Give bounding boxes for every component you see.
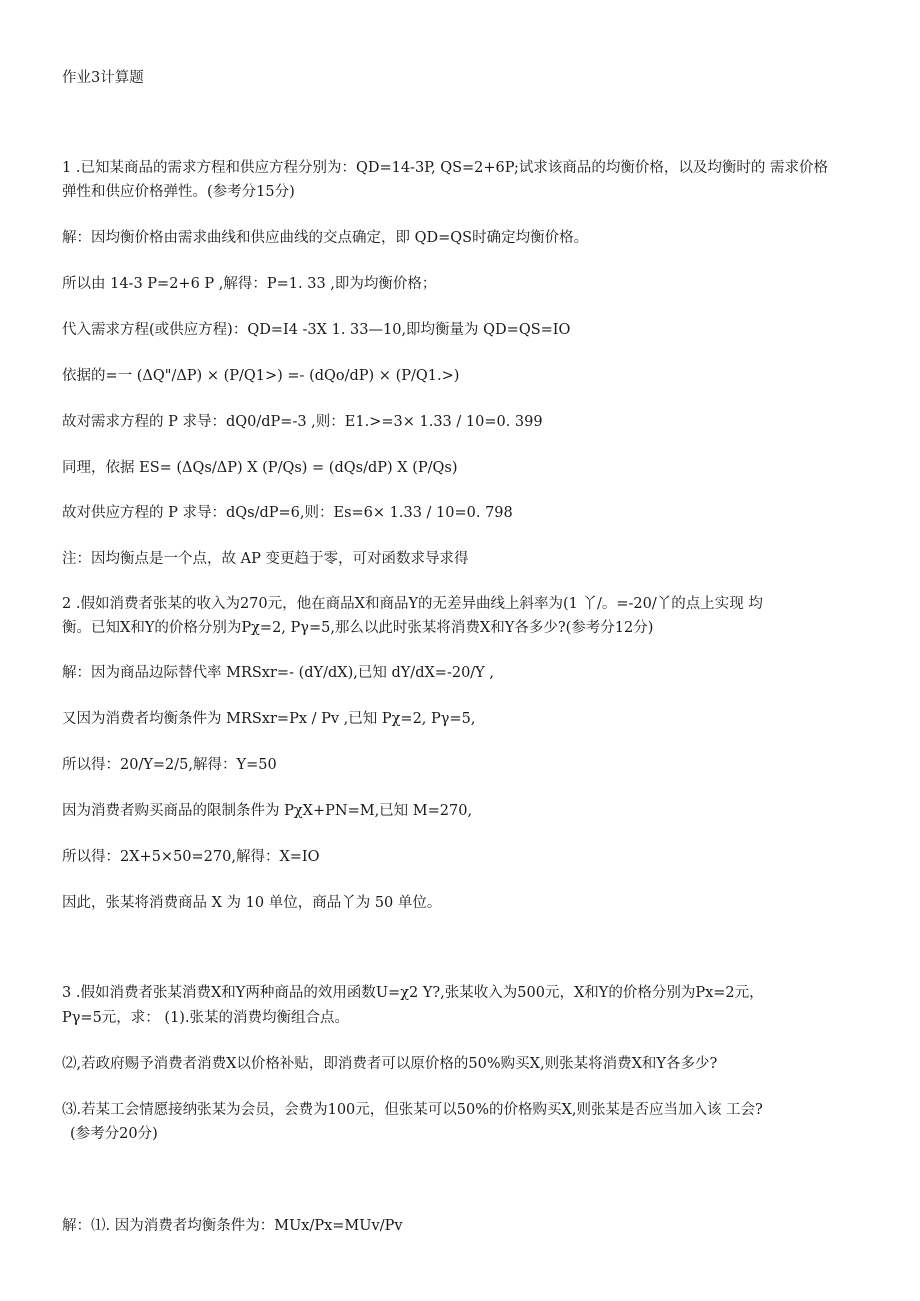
q1-solution-2: 所以由 14-3 P=2+6 P ,解得：P=1. 33 ,即为均衡价格；	[62, 276, 437, 292]
q2-conclusion: 因此，张某将消费商品 X 为 10 单位，商品丫为 50 单位。	[62, 895, 442, 911]
q1-solution-5: 故对需求方程的 P 求导：dQ0/dP=-3 ,则：E1.>=3× 1.33 / 10=0. 399	[62, 414, 543, 430]
q3-part-3-line-2: (参考分20分)	[70, 1126, 158, 1142]
q2-solution-5: 所以得：2X+5×50=270,解得：X=IO	[62, 849, 320, 865]
q3-part-2: ⑵,若政府赐予消费者消费X以价格补贴，即消费者可以原价格的50%购买X,则张某将消费X和Y各多少?	[62, 1056, 718, 1072]
q2-line-2: 衡。已知X和Y的价格分别为Pχ=2, Pγ=5,那么以此时张某将消费X和Y各多少?(参考分12分)	[62, 620, 654, 636]
q1-line-1: 1 .已知某商品的需求方程和供应方程分别为：QD=14-3P, QS=2+6P;试求该商品的均衡价格，以及均衡时的 需求价格	[62, 160, 829, 176]
q2-solution-4: 因为消费者购买商品的限制条件为 PχX+PN=M,已知 M=270,	[62, 803, 473, 819]
q2-solution-3: 所以得：20/Y=2/5,解得：Y=50	[62, 757, 277, 773]
q1-solution-7: 故对供应方程的 P 求导：dQs/dP=6,则：Es=6× 1.33 / 10=0. 798	[62, 505, 513, 521]
q1-solution-4: 依据的=一 (ΔQ"/ΔP) × (P/Q1>) =- (dQo/dP) × (P/Q1.>)	[62, 368, 460, 384]
q3-line-2: Pγ=5元，求： (1).张某的消费均衡组合点。	[62, 1010, 350, 1026]
q2-line-1: 2 .假如消费者张某的收入为270元，他在商品X和商品Y的无差异曲线上斜率为(1 丫/。=-20/丫的点上实现 均	[62, 596, 763, 612]
q1-note: 注：因均衡点是一个点，故 AP 变更趋于零，可对函数求导求得	[62, 551, 469, 567]
q1-solution-1: 解：因均衡价格由需求曲线和供应曲线的交点确定，即 QD=QS时确定均衡价格。	[62, 230, 589, 246]
q3-line-1: 3 .假如消费者张某消费X和Y两种商品的效用函数U=χ2 Y?,张某收入为500元，X和Y的价格分别为Px=2元，	[62, 985, 764, 1001]
q1-line-2: 弹性和供应价格弹性。(参考分15分)	[62, 184, 295, 200]
document-title: 作业3计算题	[62, 70, 144, 86]
q2-solution-2: 又因为消费者均衡条件为 MRSxr=Px / Pv ,已知 Pχ=2, Pγ=5,	[62, 711, 476, 727]
q2-solution-1: 解：因为商品边际替代率 MRSxr=- (dY/dX),已知 dY/dX=-20/Y ,	[62, 665, 494, 681]
q1-solution-6: 同理，依据 ES= (ΔQs/ΔP) X (P/Qs) = (dQs/dP) X (P/Qs)	[62, 460, 458, 476]
q1-solution-3: 代入需求方程(或供应方程)：QD=I4 -3X 1. 33—10,即均衡量为 QD=QS=IO	[62, 322, 571, 338]
q3-part-3-line-1: ⑶.若某工会情愿接纳张某为会员，会费为100元，但张某可以50%的价格购买X,则张某是否应当加入该 工会?	[62, 1102, 763, 1118]
q3-solution-1: 解：⑴. 因为消费者均衡条件为：MUx/Px=MUv/Pv	[62, 1218, 403, 1234]
